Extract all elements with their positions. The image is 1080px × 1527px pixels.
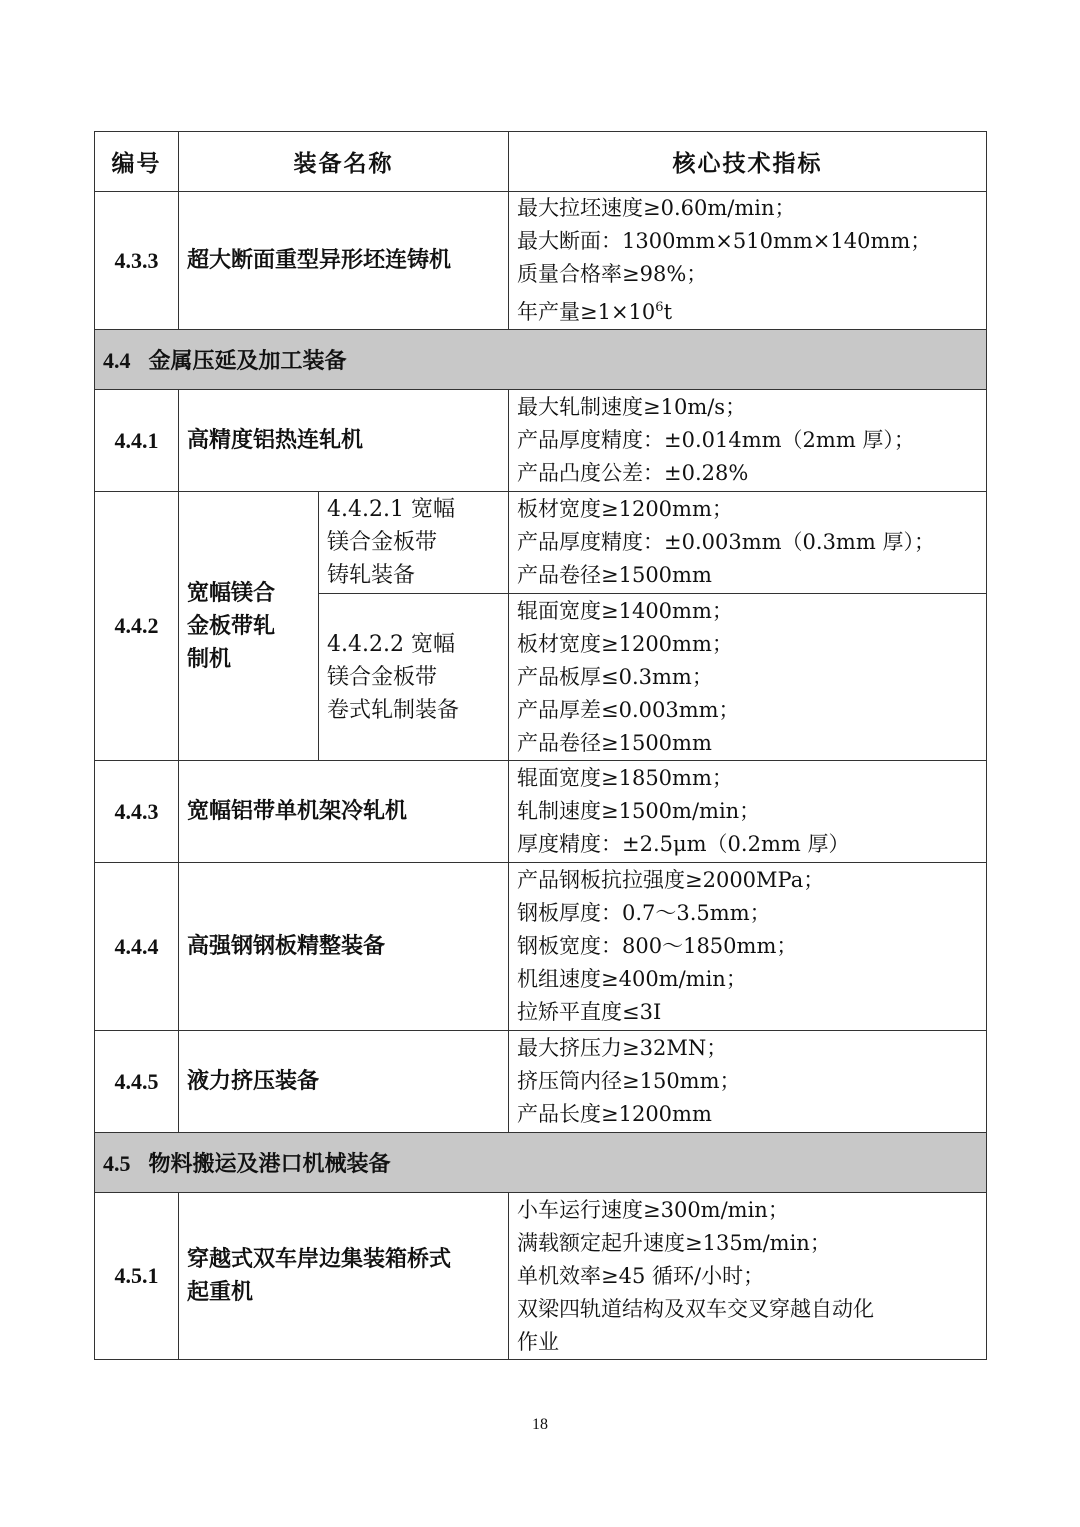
sub-name-line: 镁合金板带: [327, 530, 438, 555]
spec-line: 轧制速度≥1500m/min；: [517, 799, 761, 823]
header-spec: 核心技术指标: [509, 132, 987, 192]
table-row: [95, 863, 987, 1031]
spec-line: 满载额定起升速度≥135m/min；: [517, 1230, 831, 1255]
row-name: 宽幅铝带单机架冷轧机: [179, 761, 509, 863]
section-heading: [95, 1133, 987, 1193]
spec-line: 小车运行速度≥300m/min；: [517, 1197, 789, 1222]
row-name: [179, 1193, 509, 1360]
row-code: 4.4.5: [95, 1031, 179, 1133]
spec-line: 产品卷径≥1500mm: [517, 563, 712, 587]
row-name: 液力挤压装备: [179, 1031, 509, 1133]
spec-line: 最大断面：1300mm×510mm×140mm；: [517, 229, 932, 253]
header-code: 编号: [95, 132, 179, 192]
row-code: 4.5.1: [95, 1193, 179, 1360]
sub-name-line: 镁合金板带: [327, 664, 438, 690]
table-row: [95, 1193, 987, 1360]
sub-name-line: 铸轧装备: [327, 563, 416, 588]
sub-name-line: 4.4.2.2 宽幅: [327, 631, 455, 657]
row-name: 高强钢钢板精整装备: [179, 863, 509, 1031]
spec-line: 挤压筒内径≥150mm；: [517, 1069, 741, 1093]
section-code: 4.5: [103, 1151, 131, 1176]
spec-line: 最大拉坯速度≥0.60m/min；: [517, 196, 796, 220]
spec-line: 作业: [517, 1329, 559, 1354]
table-row: [95, 1031, 987, 1133]
section-title: 物料搬运及港口机械装备: [148, 1152, 391, 1177]
page-number: 18: [532, 1416, 548, 1433]
row-specs: [509, 192, 987, 330]
spec-line: 辊面宽度≥1400mm；: [517, 598, 733, 623]
name-line: 穿越式双车岸边集装箱桥式: [187, 1247, 452, 1272]
spec-line: 钢板宽度：800～1850mm；: [517, 934, 798, 958]
table-row: [95, 390, 987, 492]
row-specs: [509, 863, 987, 1031]
header-name: 装备名称: [179, 132, 509, 192]
spec-line: 厚度精度：±2.5μm（0.2mm 厚）: [517, 832, 850, 856]
table-row: [95, 761, 987, 863]
spec-superscript: 6: [655, 300, 664, 315]
spec-line: 板材宽度≥1200mm；: [517, 631, 733, 656]
table-row: [95, 492, 987, 594]
spec-line: 钢板厚度：0.7～3.5mm；: [517, 901, 771, 925]
name-line: 宽幅镁合: [187, 580, 276, 606]
row-specs: [509, 1031, 987, 1133]
name-line: 制机: [187, 646, 232, 672]
row-specs: [509, 594, 987, 761]
sub-item-name: [319, 594, 509, 761]
spec-line: 产品凸度公差：±0.28%: [517, 461, 749, 485]
row-specs: [509, 1193, 987, 1360]
sub-name-line: 4.4.2.1 宽幅: [327, 497, 455, 522]
table-row: [95, 192, 987, 330]
row-name: [179, 492, 319, 761]
spec-line: 质量合格率≥98%；: [517, 262, 708, 286]
spec-table: [94, 131, 987, 1360]
spec-text: t: [663, 300, 673, 324]
spec-line: 双梁四轨道结构及双车交叉穿越自动化: [517, 1296, 874, 1321]
name-line: 金板带轧: [187, 613, 276, 639]
row-specs: [509, 492, 987, 594]
spec-line: 最大轧制速度≥10m/s；: [517, 395, 747, 419]
row-name: 超大断面重型异形坯连铸机: [179, 192, 509, 330]
row-specs: [509, 761, 987, 863]
row-name: 高精度铝热连轧机: [179, 390, 509, 492]
spec-line: 单机效率≥45 循环/小时；: [517, 1263, 765, 1288]
section-row: [95, 330, 987, 390]
spec-line: 最大挤压力≥32MN；: [517, 1036, 728, 1060]
spec-line: 产品卷径≥1500mm: [517, 730, 712, 755]
section-code: 4.4: [103, 348, 131, 373]
sub-item-name: [319, 492, 509, 594]
section-title: 金属压延及加工装备: [148, 349, 347, 374]
row-code: 4.4.2: [95, 492, 179, 761]
spec-line: 产品厚度精度：±0.014mm（2mm 厚）；: [517, 428, 915, 452]
spec-line: 产品厚度精度：±0.003mm（0.3mm 厚）；: [517, 530, 935, 554]
row-code: 4.4.4: [95, 863, 179, 1031]
section-heading: [95, 330, 987, 390]
spec-line: 产品钢板抗拉强度≥2000MPa；: [517, 868, 825, 892]
spec-line: 产品厚差≤0.003mm；: [517, 697, 740, 722]
spec-line: 产品板厚≤0.3mm；: [517, 664, 713, 689]
spec-line: 产品长度≥1200mm: [517, 1102, 712, 1126]
name-line: 起重机: [187, 1280, 254, 1305]
section-row: [95, 1133, 987, 1193]
spec-line: 板材宽度≥1200mm；: [517, 497, 733, 521]
spec-line: 拉矫平直度≤3I: [517, 1000, 662, 1024]
row-code: 4.4.1: [95, 390, 179, 492]
row-code: 4.4.3: [95, 761, 179, 863]
row-code: 4.3.3: [95, 192, 179, 330]
spec-line: 机组速度≥400m/min；: [517, 967, 747, 991]
spec-line: 辊面宽度≥1850mm；: [517, 766, 733, 790]
header-row: [95, 132, 987, 192]
row-specs: [509, 390, 987, 492]
spec-text: 年产量≥1×10: [517, 300, 656, 324]
sub-name-line: 卷式轧制装备: [327, 697, 460, 723]
spec-line: [517, 291, 978, 329]
